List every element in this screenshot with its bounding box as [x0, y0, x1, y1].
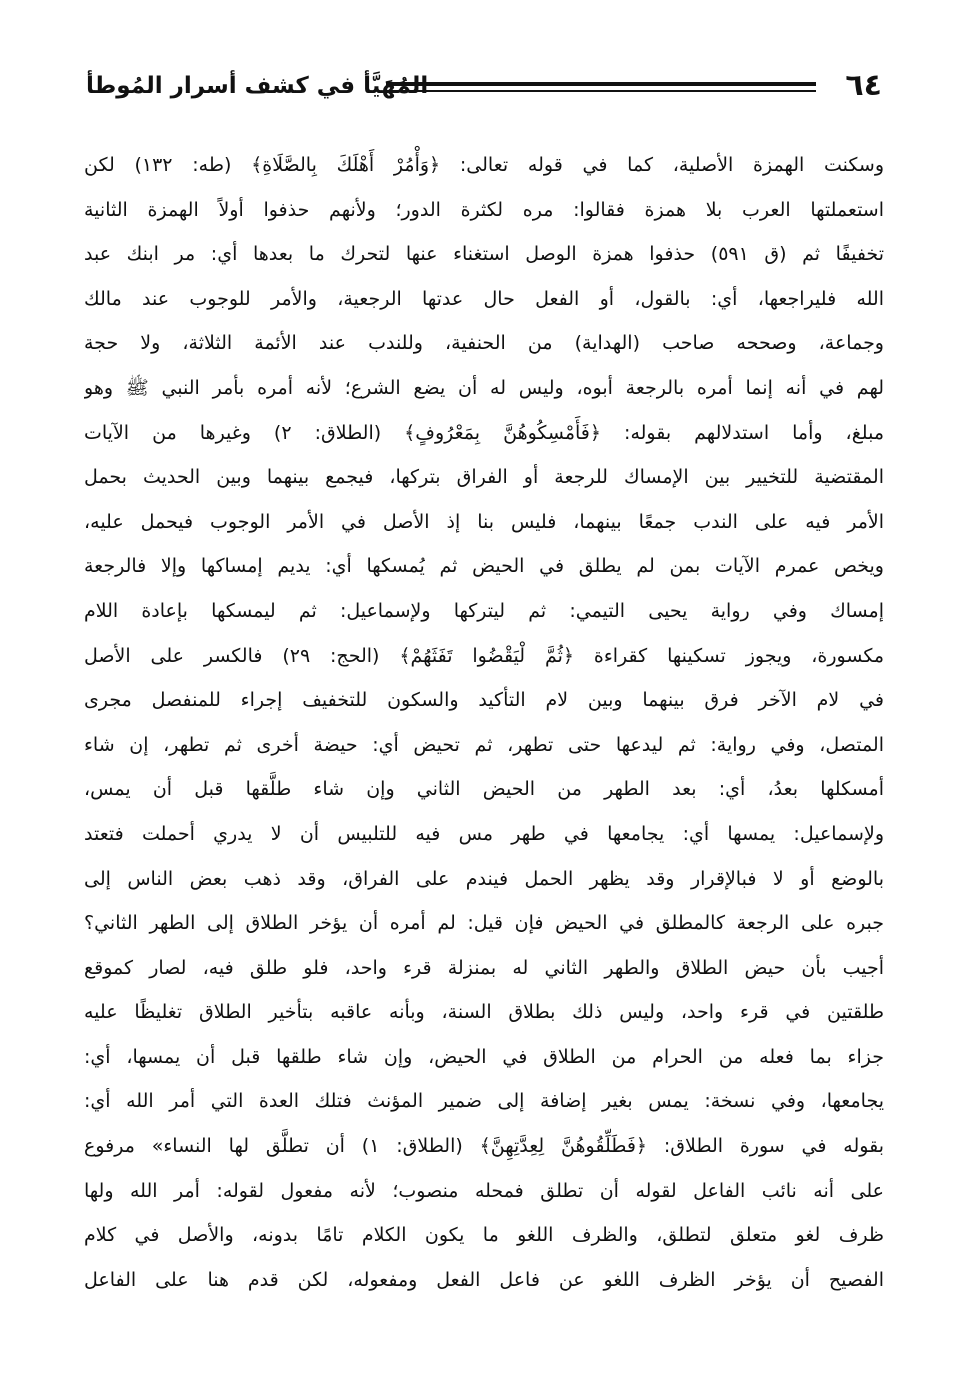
text-line: مبلغ، وأما استدلالهم بقوله: ﴿فَأَمْسِكُوهُنَّ بِمَعْرُوفٍ﴾ (الطلاق: ٢) وغيرها من الآيات: [84, 421, 884, 444]
body-text: [84, 143, 884, 1302]
text-line: وسكنت الهمزة الأصلية، كما في قوله تعالى: ﴿وَأْمُرْ أَهْلَكَ بِالصَّلَاةِ﴾ (طه: ١٣٢) لكن: [84, 154, 884, 176]
text-line: طلقتين في قرء واحد، وليس ذلك بطلاق السنة، وبأنه عاقبه بتأخير الطلاق تغليظًا عليه: [84, 1001, 884, 1024]
page-number: ٦٤: [845, 68, 882, 103]
page-header: [86, 62, 882, 112]
text-line: أجيب بأن حيض الطلاق والطهر الثاني له بمنزلة قرء واحد، فلو طلق فيه، لصار كموقع: [84, 956, 884, 979]
text-line: يجامعها، وفي نسخة: يمس بغير إضافة إلى ضمير المؤنث فتلك العدة التي أمر الله أي:: [84, 1090, 884, 1113]
text-line: المتصل، وفي رواية: ثم ليدعها حتى تطهر، ثم تحيض أي: حيضة أخرى ثم تطهر، إن شاء: [84, 733, 884, 756]
text-line: الله فليراجعها، أي: بالقول، أو الفعل حال عدتها الرجعية، والأمر للوجوب عند مالك: [84, 287, 884, 310]
text-line: ولإسماعيل: يمسها أي: يجامعها في طهر مس فيه للتلبيس أن لا يدري أحملت فتعتد: [84, 822, 884, 845]
text-line: تخفيفًا ثم (ق ٥٩١) حذفوا همزة الوصل استغناء عنها لتحرك ما بعدها أي: مر ابنك عبد: [84, 243, 884, 266]
text-line: في لام الآخر فرق بينهما وبين لام التأكيد والسكون للتخفيف إجراء للمنفصل مجرى: [84, 689, 884, 712]
text-line: إمساك وفي رواية يحيى التيمي: ثم ليتركها ولإسماعيل: ثم ليمسكها بإعادة اللام: [84, 599, 884, 622]
text-line: مكسورة، ويجوز تسكينها كقراءة ﴿ثُمَّ لْيَقْضُوا تَفَثَهُمْ﴾ (الحج: ٢٩) فالكسر على الأصل: [84, 644, 884, 667]
text-line: جبره على الرجعة كالمطلق في الحيض فإن قيل: لم أمره أن يؤخر الطلاق إلى الطهر الثاني؟: [84, 912, 884, 935]
text-line: أمسكلها بعدُ، أي: بعد الطهر من الحيض الثاني وإن شاء طلَّقها قبل أن يمس،: [84, 778, 884, 801]
text-line: لهم في أنه إنما أمره بالرجعة أبوه، وليس له أن يضع الشرع؛ لأنه أمره بأمر النبي ﷺ وهو: [84, 376, 884, 399]
text-line: المقتضية للتخيير بين الإمساك للرجعة أو الفراق بتركها، فيجمع بينهما وبين الحديث بحمل: [84, 466, 884, 489]
text-line: جزاء بما فعله من الحرام من الطلاق في الحيض، وإن شاء طلقها قبل أن يمسها، أي:: [84, 1045, 884, 1068]
text-line: ويخص عمرم الآيات بمن لم يطلق في الحيض ثم يُمسكها أي: يديم إمساكها وإلا فالرجعة: [84, 555, 884, 578]
text-line: استعملتها العرب بلا همزة فقالوا: مره لكثرة الدور؛ ولأنهم حذفوا أولاً الهمزة الثانية: [84, 198, 884, 221]
text-line: ظرف لغو متعلق لتطلق، والظرف اللغو ما يكون الكلام تامًا بدونه، والأصل في كلام: [84, 1224, 884, 1247]
text-line: على أنه نائب الفاعل لقوله أن تطلق فمحله منصوب؛ لأنه مفعول لقوله: أمر الله ولها: [84, 1179, 884, 1202]
text-line: وجماعة، وصححه صاحب (الهداية) من الحنفية، وللندب عند الأئمة الثلاثة، ولا حجة: [84, 332, 884, 355]
text-line: الفصيح أن يؤخر الظرف اللغو عن فاعل الفعل ومفعوله، لكن قدم هنا على الفاعل: [84, 1268, 884, 1291]
book-title: المُهَيَّأ في كشف أسرار المُوطأ: [86, 73, 429, 99]
text-line: بالوضع أو لا فبالإقرار وقد يظهر الحمل فيندم على الفراق، وقد ذهب بعض الناس إلى: [84, 867, 884, 890]
header-rule: [386, 82, 816, 92]
text-line: الأمر فيه على الندب جمعًا بينهما، فليس بنا إذ الأصل في الأمر الوجوب فيحمل عليه،: [84, 510, 884, 533]
text-line: بقوله في سورة الطلاق: ﴿فَطَلِّقُوهُنَّ لِعِدَّتِهِنَّ﴾ (الطلاق: ١) أن تطلَّق لها النساء» مرفوع: [84, 1135, 884, 1158]
